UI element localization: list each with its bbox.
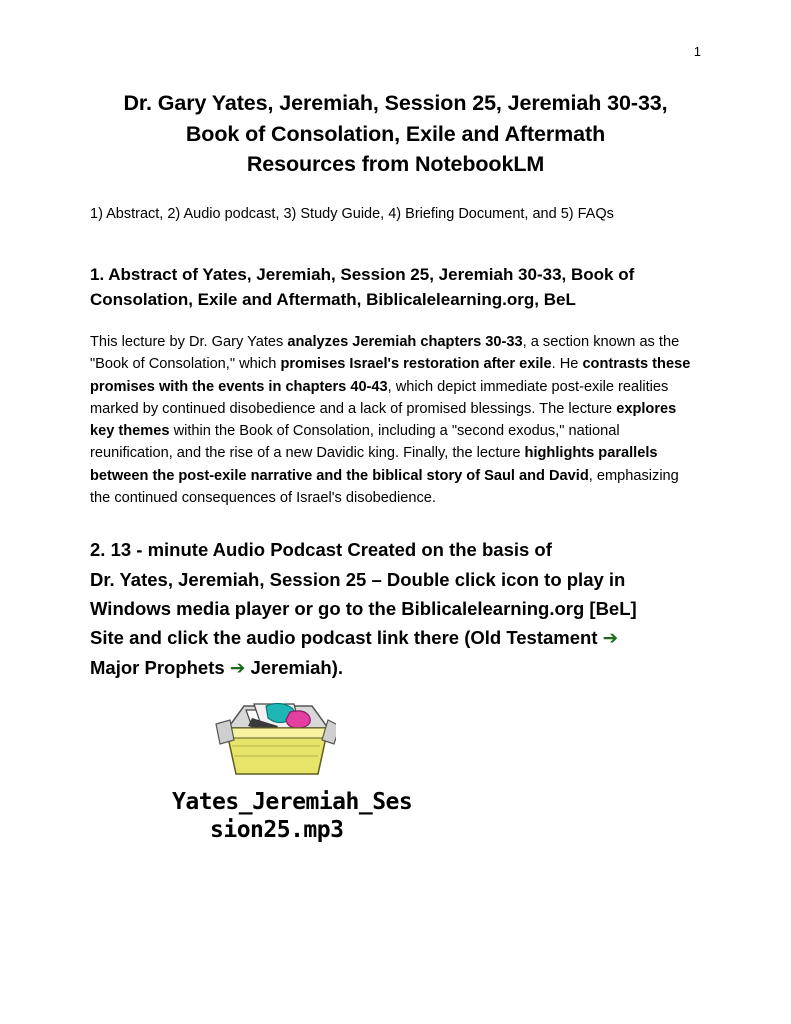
media-file-name	[172, 788, 701, 846]
abstract-bold-3: contrasts these promises with the events in chapters 40-43	[90, 356, 691, 395]
embedded-media-object[interactable]	[90, 698, 701, 846]
page-number: 1	[693, 44, 701, 59]
abstract-paragraph	[90, 331, 701, 510]
arrow-right-icon-2: ➔	[229, 658, 246, 680]
media-file-name-line-2: sion25.mp3	[210, 817, 344, 844]
title-line-1: Dr. Gary Yates, Jeremiah, Session 25, Jeremiah 30-33,	[123, 91, 668, 115]
podcast-heading-line-4-text: Site and click the audio podcast link there (Old Testament	[90, 627, 603, 649]
abstract-bold-5: highlights parallels between the post-exile narrative and the biblical story of Saul and David	[90, 445, 658, 484]
abstract-heading-line-1: 1. Abstract of Yates, Jeremiah, Session 25, Jeremiah 30-33, Book of	[90, 264, 635, 284]
abstract-section-heading	[90, 262, 701, 313]
abstract-bold-2: promises Israel's restoration after exile	[280, 356, 552, 373]
podcast-heading-line-3: Windows media player or go to the Biblicalelearning.org [BeL]	[90, 597, 637, 619]
abstract-text-5: within the Book of Consolation, including a "second exodus," national reunification, and the rise of a new Davidic king. Finally, the lecture	[90, 423, 620, 462]
abstract-text-6: , emphasizing the continued consequences of Israel's disobedience.	[90, 467, 679, 507]
podcast-heading-line-1: 2. 13 - minute Audio Podcast Created on the basis of	[90, 539, 552, 561]
package-media-icon[interactable]	[208, 698, 336, 782]
podcast-heading-line-4	[90, 623, 701, 653]
podcast-heading-line-5-text-a: Major Prophets	[90, 657, 230, 679]
podcast-section-heading	[90, 535, 701, 683]
podcast-heading-line-5-text-b: Jeremiah).	[245, 657, 344, 679]
media-file-name-line-1: Yates_Jeremiah_Ses	[172, 788, 413, 815]
page-title	[90, 0, 701, 180]
podcast-heading-line-2: Dr. Yates, Jeremiah, Session 25 – Double click icon to play in	[90, 568, 626, 590]
abstract-text-2: , a section known as the "Book of Consolation," which	[90, 333, 680, 373]
title-line-2: Book of Consolation, Exile and Aftermath	[185, 121, 606, 146]
resources-subtitle: 1) Abstract, 2) Audio podcast, 3) Study Guide, 4) Briefing Document, and 5) FAQs	[90, 205, 614, 222]
abstract-heading-line-2: Consolation, Exile and Aftermath, Biblicalelearning.org, BeL	[90, 290, 576, 310]
abstract-bold-1: analyzes Jeremiah chapters 30-33	[287, 333, 523, 350]
abstract-text-3: . He	[551, 356, 583, 373]
abstract-text-4: , which depict immediate post-exile realities marked by continued disobedience and a lack of promised blessings. The lecture	[90, 378, 669, 417]
abstract-text-1: This lecture by Dr. Gary Yates	[90, 333, 288, 350]
title-line-3: Resources from NotebookLM	[246, 152, 545, 177]
arrow-right-icon: ➔	[602, 628, 619, 650]
podcast-heading-line-5	[90, 653, 701, 683]
abstract-bold-4: explores key themes	[90, 400, 677, 440]
